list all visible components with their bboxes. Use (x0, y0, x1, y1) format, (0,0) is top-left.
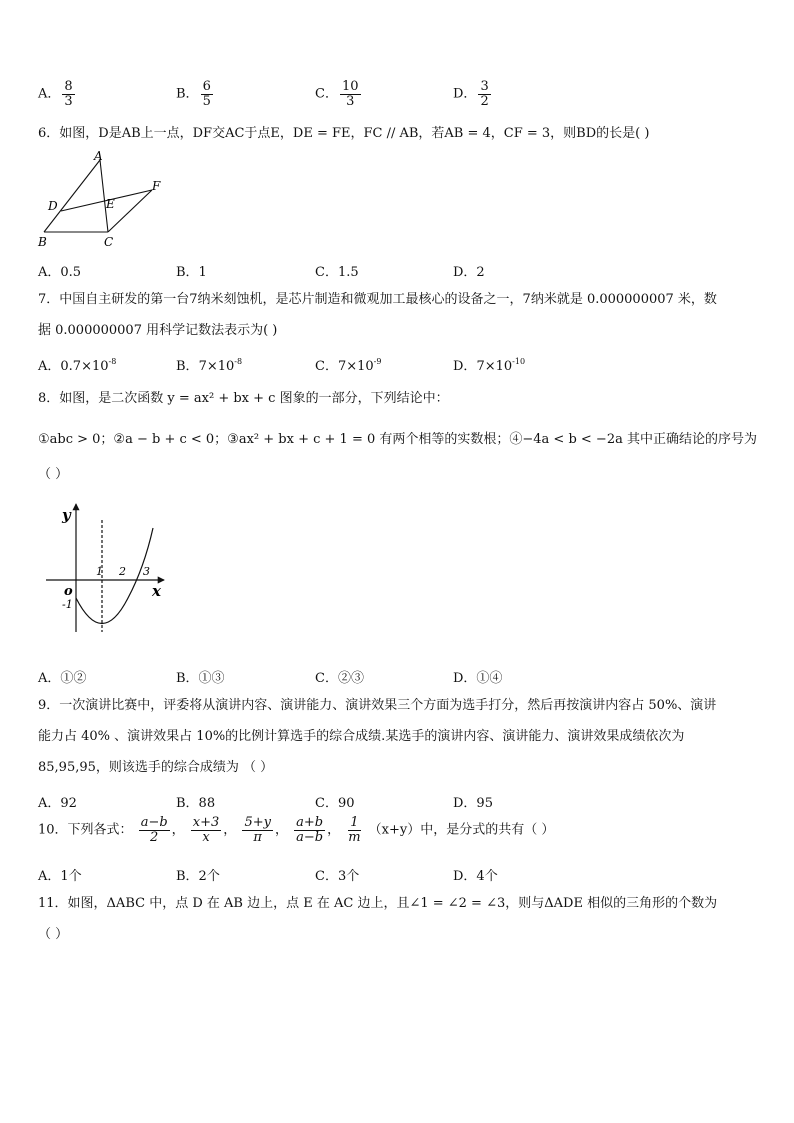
q8-axis-x-label: x (152, 582, 161, 600)
q6-label-c: C (104, 235, 114, 249)
q9-option-d: D．95 (453, 796, 493, 811)
q5-option-b: B． $\frac{6}{5}$ (176, 79, 211, 109)
q9-option-a: A．92 (38, 796, 77, 811)
q9-line-1: 9．一次演讲比赛中，评委将从演讲内容、演讲能力、演讲效果三个方面为选手打分，然后再按演讲内容占 50%、演讲 (38, 698, 717, 713)
q6-label-b: B (38, 235, 47, 249)
q8-line-1: 8．如图，是二次函数 y = ax² + bx + c 图象的一部分，下列结论中： (38, 391, 449, 406)
q5-option-c: C． $\frac{10}{3}$ (315, 79, 359, 109)
q10-frac-5: $\frac{1}{m}$ (348, 815, 361, 845)
q8-tick-1: 1 (96, 565, 103, 578)
q10-frac-1: $\frac{a-b}{2}$ (140, 815, 168, 845)
q10-frac-2: $\frac{x+3}{x}$ (192, 815, 220, 845)
q10-option-c: C．3个 (315, 869, 360, 884)
q6-label-e: E (106, 197, 115, 211)
q10-suffix: （x+y）中，是分式的共有（ ） (368, 822, 555, 838)
q8-parabola-graph (44, 498, 174, 638)
q7-option-c: C．$7\times 10^{-9}$ (315, 357, 382, 374)
q8-option-b: B．①③ (176, 671, 225, 686)
q6-figure (36, 148, 176, 252)
q11-line-2: （ ） (38, 927, 69, 942)
q6-option-c: C．1.5 (315, 265, 359, 280)
q9-option-c: C．90 (315, 796, 355, 811)
q8-line-3: （ ） (38, 467, 69, 482)
q7-option-b: B．$7\times 10^{-8}$ (176, 357, 243, 374)
q8-tick-minus-1: -1 (62, 598, 73, 611)
q7-option-d: D．$7\times 10^{-10}$ (453, 357, 526, 374)
q8-option-a: A．①② (38, 671, 87, 686)
q5-option-d: D． $\frac{3}{2}$ (453, 79, 489, 109)
q7-line-2: 据 0.000000007 用科学记数法表示为( ) (38, 323, 278, 338)
q10-frac-4: $\frac{a+b}{a-b}$ (296, 815, 324, 845)
q6-option-b: B．1 (176, 265, 207, 280)
q10-option-a: A．1个 (38, 869, 82, 884)
q10-prefix: 10．下列各式： (38, 822, 133, 838)
q10-option-b: B．2个 (176, 869, 220, 884)
q8-axis-y-label: y (62, 506, 71, 524)
q8-line-2: ①abc > 0；②a − b + c < 0；③ax² + bx + c + 1 = 0 有两个相等的实数根；④−4a < b < −2a 其中正确结论的序号为 (38, 432, 757, 447)
q8-option-c: C．②③ (315, 671, 364, 686)
q11-line-1: 11．如图，ΔABC 中，点 D 在 AB 边上，点 E 在 AC 边上，且∠1 = ∠2 = ∠3，则与ΔADE 相似的三角形的个数为 (38, 896, 718, 911)
q6-text: 6．如图，D是AB上一点，DF交AC于点E，DE = FE，FC // AB，若AB = 4，CF = 3，则BD的长是( ) (38, 126, 650, 141)
q8-origin-label: o (64, 584, 73, 599)
q10-frac-3: $\frac{5+y}{\pi}$ (244, 815, 271, 845)
q10-option-d: D．4个 (453, 869, 498, 884)
q10-text: 10．下列各式： $\frac{a-b}{2}$ ， $\frac{x+3}{x}$ ， $\frac{5+y}{\pi}$ ， $\frac{a+b}{a-b}$ ， $\frac{1}{m}$ （x+y）中，是分式的共有（ ） (38, 815, 555, 845)
q6-label-a: A (94, 149, 103, 163)
q5-option-a: A． $\frac{8}{3}$ (38, 79, 73, 109)
q8-option-d: D．①④ (453, 671, 503, 686)
q7-line-1: 7．中国自主研发的第一台7纳米刻蚀机，是芯片制造和微观加工最核心的设备之一，7纳米就是 0.000000007 米，数 (38, 292, 717, 307)
q6-option-d: D．2 (453, 265, 485, 280)
q8-tick-3: 3 (143, 565, 150, 578)
q6-label-f: F (152, 179, 161, 193)
q6-option-a: A．0.5 (38, 265, 82, 280)
q8-tick-2: 2 (119, 565, 126, 578)
q9-line-2: 能力占 40% 、演讲效果占 10%的比例计算选手的综合成绩.某选手的演讲内容、演讲能力、演讲效果成绩依次为 (38, 729, 685, 744)
q7-option-a: A．$0.7\times 10^{-8}$ (38, 357, 117, 374)
q9-line-3: 85,95,95，则该选手的综合成绩为 （ ） (38, 760, 274, 775)
q9-option-b: B．88 (176, 796, 216, 811)
q6-label-d: D (48, 199, 58, 213)
